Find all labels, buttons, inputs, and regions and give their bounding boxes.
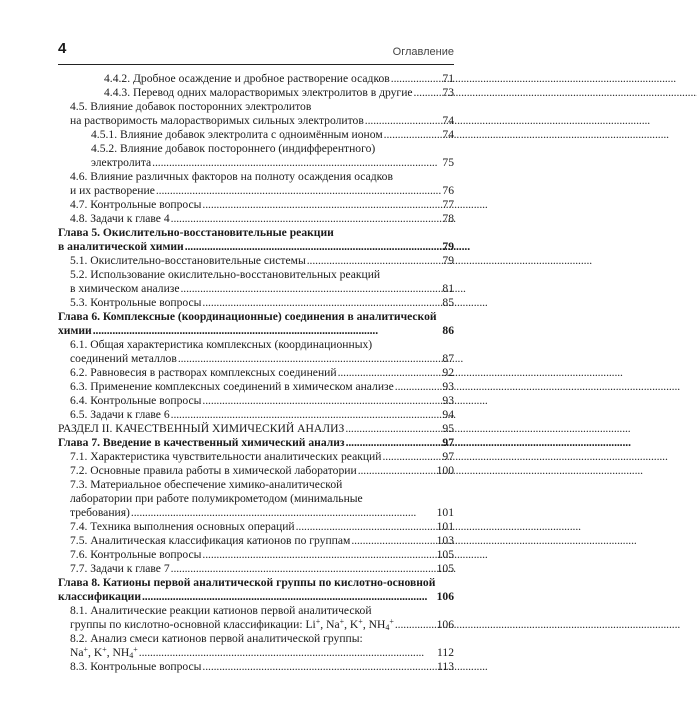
dot-leader (171, 212, 442, 226)
toc-page-number: 75 (442, 156, 454, 169)
toc-page-number: 97 (442, 436, 454, 449)
toc-entry-line: Глава 8. Катионы первой аналитической группы по кислотно-основной (58, 576, 436, 589)
dot-leader (307, 254, 442, 268)
toc-section-entry[interactable] (58, 632, 454, 660)
dot-leader (202, 296, 441, 310)
toc-entry-title: 4.8. Задачи к главе 4 (70, 212, 170, 225)
toc-section-entry[interactable] (58, 268, 454, 296)
toc-entry-line: 5.2. Использование окислительно-восстановительных реакций (70, 268, 381, 281)
dot-leader (171, 408, 442, 422)
dot-leader (156, 184, 442, 198)
toc-entry-line: 4.5. Влияние добавок посторонних электролитов (70, 100, 312, 113)
toc-chapter-entry[interactable] (58, 422, 454, 436)
toc-entry-line: лаборатории при работе полумикрометодом (минимальные (70, 492, 363, 505)
toc-entry-title: 7.6. Контрольные вопросы (70, 548, 202, 561)
dot-leader (346, 436, 442, 450)
toc-chapter-entry[interactable] (58, 436, 454, 450)
toc-section-entry[interactable] (58, 100, 454, 128)
toc-entry-title: 8.3. Контрольные вопросы (70, 660, 202, 673)
toc-entry-title: на растворимость малорастворимых сильных электролитов (70, 114, 364, 127)
toc-entry-title: 7.7. Задачи к главе 7 (70, 562, 170, 575)
toc-page-number: 103 (436, 534, 454, 547)
dot-leader (185, 240, 442, 254)
toc-entry-title: РАЗДЕЛ II. КАЧЕСТВЕННЫЙ ХИМИЧЕСКИЙ АНАЛИЗ (58, 422, 345, 435)
toc-section-entry[interactable] (58, 464, 454, 478)
toc-entry-title: 4.5.1. Влияние добавок электролита с одноимённым ионом (91, 128, 383, 141)
dot-leader (171, 562, 436, 576)
toc-section-entry[interactable] (58, 548, 454, 562)
toc-entry-title: 4.7. Контрольные вопросы (70, 198, 202, 211)
toc-page-number: 81 (442, 282, 454, 295)
toc-entry-line: Глава 5. Окислительно-восстановительные реакции (58, 226, 334, 239)
toc-entry-title: 6.2. Равновесия в растворах комплексных соединений (70, 366, 337, 379)
toc-page-number: 106 (436, 618, 454, 631)
toc-page-number: 106 (436, 590, 454, 603)
toc-entry-line: Глава 6. Комплексные (координационные) соединения в аналитической (58, 310, 437, 323)
toc-page-number: 93 (442, 380, 454, 393)
toc-section-entry[interactable] (58, 380, 454, 394)
toc-entry-title: химии (58, 324, 92, 337)
dot-leader (296, 520, 436, 534)
dot-leader (345, 422, 441, 436)
toc-page-number: 113 (437, 660, 454, 673)
dot-leader (181, 282, 442, 296)
toc-section-entry[interactable] (58, 450, 454, 464)
toc-entry-title: 7.4. Техника выполнения основных операций (70, 520, 295, 533)
dot-leader (338, 366, 442, 380)
toc-section-entry[interactable] (58, 520, 454, 534)
toc-page-number: 79 (442, 240, 454, 253)
toc-section-entry[interactable] (58, 604, 454, 632)
toc-entry-title: 6.5. Задачи к главе 6 (70, 408, 170, 421)
dot-leader (414, 86, 442, 100)
toc-page-number: 77 (442, 198, 454, 211)
toc-entry-title: 7.5. Аналитическая классификация катионов по группам (70, 534, 351, 547)
dot-leader (358, 464, 436, 478)
toc-section-entry[interactable] (58, 128, 454, 142)
dot-leader (382, 450, 441, 464)
toc-page-number: 78 (442, 212, 454, 225)
toc-page-number: 101 (436, 506, 454, 519)
toc-entry-title: требования) (70, 506, 130, 519)
toc-section-entry[interactable] (58, 254, 454, 268)
toc-entry-title: 6.3. Применение комплексных соединений в химическом анализе (70, 380, 394, 393)
toc-page-number: 97 (442, 450, 454, 463)
toc-section-entry[interactable] (58, 534, 454, 548)
toc-page-number: 74 (442, 114, 454, 127)
toc-page-number: 71 (442, 72, 454, 85)
dot-leader (365, 114, 442, 128)
table-of-contents (58, 72, 454, 674)
dot-leader (391, 72, 442, 86)
toc-entry-title: 5.1. Окислительно-восстановительные системы (70, 254, 306, 267)
toc-page-number: 73 (442, 86, 454, 99)
toc-entry-line: 4.6. Влияние различных факторов на полноту осаждения осадков (70, 170, 393, 183)
toc-section-entry[interactable] (58, 142, 454, 170)
page-number: 4 (58, 40, 67, 57)
toc-section-entry[interactable] (58, 338, 454, 366)
toc-page-number: 95 (442, 422, 454, 435)
toc-section-entry[interactable] (58, 72, 454, 86)
dot-leader (351, 534, 435, 548)
toc-page-number: 93 (442, 394, 454, 407)
toc-chapter-entry[interactable] (58, 226, 454, 254)
toc-page-number: 76 (442, 184, 454, 197)
toc-section-entry[interactable] (58, 170, 454, 198)
dot-leader (395, 618, 436, 632)
dot-leader (202, 198, 441, 212)
toc-entry-title: в химическом анализе (70, 282, 180, 295)
toc-entry-title: соединений металлов (70, 352, 177, 365)
dot-leader (395, 380, 442, 394)
dot-leader (139, 646, 436, 660)
toc-chapter-entry[interactable] (58, 576, 454, 604)
toc-entry-title: 5.3. Контрольные вопросы (70, 296, 202, 309)
toc-entry-title: электролита (91, 156, 152, 169)
toc-page-number: 85 (442, 296, 454, 309)
toc-entry-title: 6.4. Контрольные вопросы (70, 394, 202, 407)
dot-leader (384, 128, 442, 142)
toc-section-entry[interactable] (58, 394, 454, 408)
toc-entry-title: 7.2. Основные правила работы в химической лаборатории (70, 464, 357, 477)
toc-page-number: 92 (442, 366, 454, 379)
toc-entry-title: Na+, K+, $NH_4^+$ (70, 645, 138, 660)
toc-section-entry[interactable] (58, 86, 454, 100)
toc-page-number: 94 (442, 408, 454, 421)
dot-leader (152, 156, 441, 170)
toc-section-entry[interactable] (58, 478, 454, 520)
toc-page-number: 100 (436, 464, 454, 477)
toc-page-number: 79 (442, 254, 454, 267)
toc-page-number: 86 (442, 324, 454, 337)
toc-section-entry[interactable] (58, 366, 454, 380)
toc-section-entry[interactable] (58, 660, 454, 674)
toc-entry-line: 7.3. Материальное обеспечение химико-аналитической (70, 478, 343, 491)
toc-entry-line: 8.2. Анализ смеси катионов первой аналитической группы: (70, 632, 363, 645)
toc-page-number: 87 (442, 352, 454, 365)
toc-entry-title: 4.4.2. Дробное осаждение и дробное растворение осадков (104, 72, 390, 85)
dot-leader (131, 506, 436, 520)
running-head: Оглавление (392, 46, 454, 58)
dot-leader (142, 590, 436, 604)
toc-page-number: 105 (436, 562, 454, 575)
toc-entry-title: 4.4.3. Перевод одних малорастворимых электролитов в другие (104, 86, 413, 99)
toc-section-entry[interactable] (58, 296, 454, 310)
dot-leader (178, 352, 442, 366)
dot-leader (93, 324, 442, 338)
toc-entry-title: группы по кислотно-основной классификации: Li+, Na+, K+, $NH_4^+$ (70, 617, 394, 632)
toc-entry-title: классификации (58, 590, 141, 603)
page-header (58, 42, 454, 65)
toc-page-number: 105 (436, 548, 454, 561)
toc-page-number: 112 (437, 646, 454, 659)
toc-entry-title: Глава 7. Введение в качественный химический анализ (58, 436, 345, 449)
toc-entry-line: 8.1. Аналитические реакции катионов первой аналитической (70, 604, 372, 617)
toc-section-entry[interactable] (58, 408, 454, 422)
toc-page-number: 74 (442, 128, 454, 141)
toc-entry-title: и их растворение (70, 184, 155, 197)
dot-leader (202, 660, 436, 674)
toc-chapter-entry[interactable] (58, 310, 454, 338)
toc-entry-title: в аналитической химии (58, 240, 184, 253)
toc-section-entry[interactable] (58, 212, 454, 226)
toc-entry-line: 6.1. Общая характеристика комплексных (координационных) (70, 338, 373, 351)
toc-page-number: 101 (436, 520, 454, 533)
toc-section-entry[interactable] (58, 562, 454, 576)
dot-leader (202, 548, 435, 562)
toc-section-entry[interactable] (58, 198, 454, 212)
toc-entry-title: 7.1. Характеристика чувствительности аналитических реакций (70, 450, 382, 463)
toc-entry-line: 4.5.2. Влияние добавок постороннего (индифферентного) (91, 142, 376, 155)
dot-leader (202, 394, 441, 408)
